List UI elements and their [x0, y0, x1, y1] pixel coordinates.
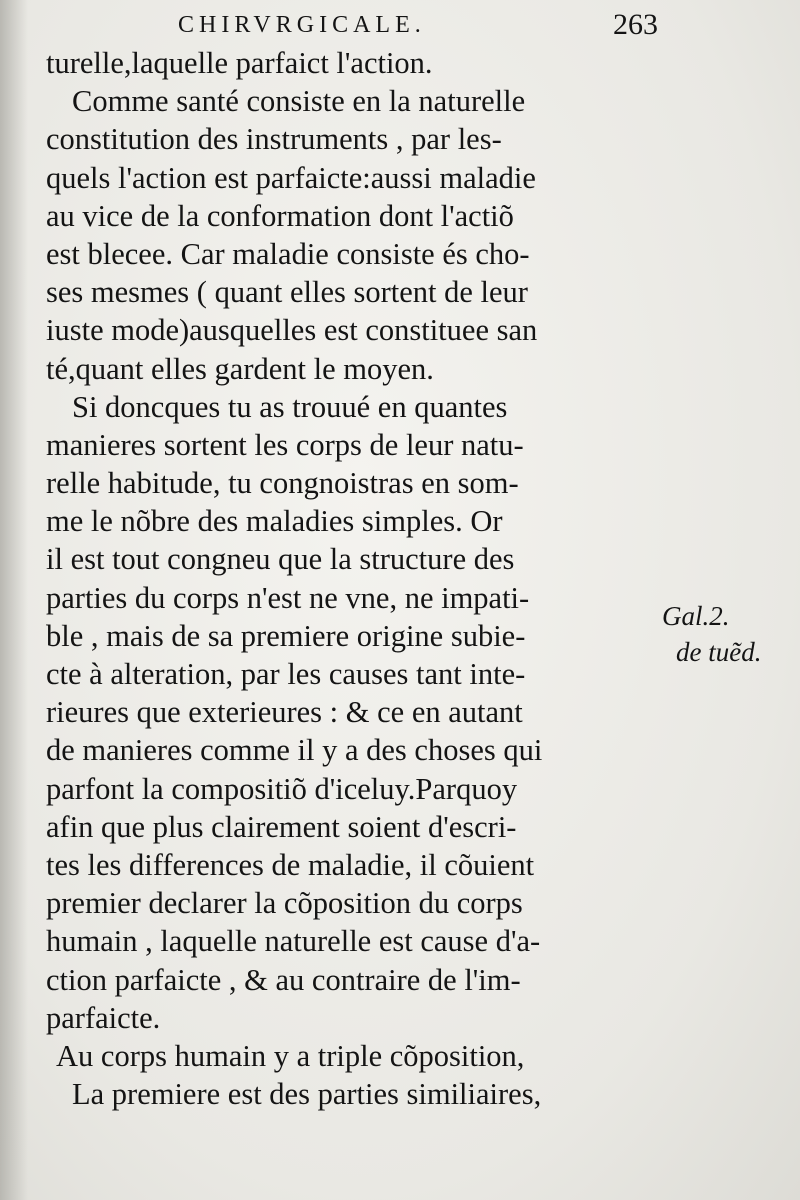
- text-line: me le nõbre des maladies simples. Or: [46, 504, 503, 539]
- text-line: relle habitude, tu congnoistras en som-: [46, 466, 519, 501]
- gutter-shadow: [0, 0, 28, 1200]
- text-line: ction parfaicte , & au contraire de l'im-: [46, 962, 521, 997]
- text-line: afin que plus clairement soient d'escri-: [46, 809, 517, 844]
- text-line: té,quant elles gardent le moyen.: [46, 351, 434, 386]
- margin-note-line: Gal.2.: [662, 601, 730, 631]
- body-text: [46, 44, 668, 1113]
- text-line: cte à alteration, par les causes tant inte-: [46, 657, 526, 691]
- text-line: iuste mode)ausquelles est constituee san: [46, 313, 538, 348]
- text-line: turelle,laquelle parfaict l'action.: [46, 46, 433, 80]
- text-line: parties du corps n'est ne vne, ne impati-: [46, 580, 530, 615]
- text-line: constitution des instruments , par les-: [46, 122, 502, 157]
- margin-note: [662, 598, 792, 670]
- text-line: quels l'action est parfaicte:aussi maladie: [46, 160, 536, 195]
- text-line: Au corps humain y a triple cõposition,: [56, 1038, 525, 1073]
- text-line: rieures que exterieures : & ce en autant: [46, 695, 523, 730]
- text-line: premier declarer la cõposition du corps: [46, 886, 523, 921]
- text-line: parfaicte.: [46, 1000, 161, 1035]
- text-line: Comme santé consiste en la naturelle: [72, 84, 526, 119]
- text-line: au vice de la conformation dont l'actiõ: [46, 198, 514, 233]
- text-line: La premiere est des parties similiaires,: [72, 1077, 542, 1112]
- text-line: Si doncques tu as trouué en quantes: [72, 389, 508, 424]
- margin-note-line: de tuẽd.: [676, 637, 762, 667]
- text-line: humain , laquelle naturelle est cause d'a-: [46, 924, 541, 959]
- running-head: CHIRVRGICALE.: [178, 12, 426, 38]
- page-header: [178, 8, 658, 48]
- page-number: 263: [613, 8, 658, 41]
- text-line: de manieres comme il y a des choses qui: [46, 733, 543, 768]
- text-line: il est tout congneu que la structure des: [46, 542, 515, 577]
- text-line: ses mesmes ( quant elles sortent de leur: [46, 275, 528, 310]
- text-line: est blecee. Car maladie consiste és cho-: [46, 236, 530, 271]
- text-line: parfont la compositiõ d'iceluy.Parquoy: [46, 771, 518, 806]
- text-line: tes les differences de maladie, il cõuient: [46, 847, 535, 882]
- text-line: ble , mais de sa premiere origine subie-: [46, 618, 526, 653]
- text-line: manieres sortent les corps de leur natu-: [46, 427, 524, 462]
